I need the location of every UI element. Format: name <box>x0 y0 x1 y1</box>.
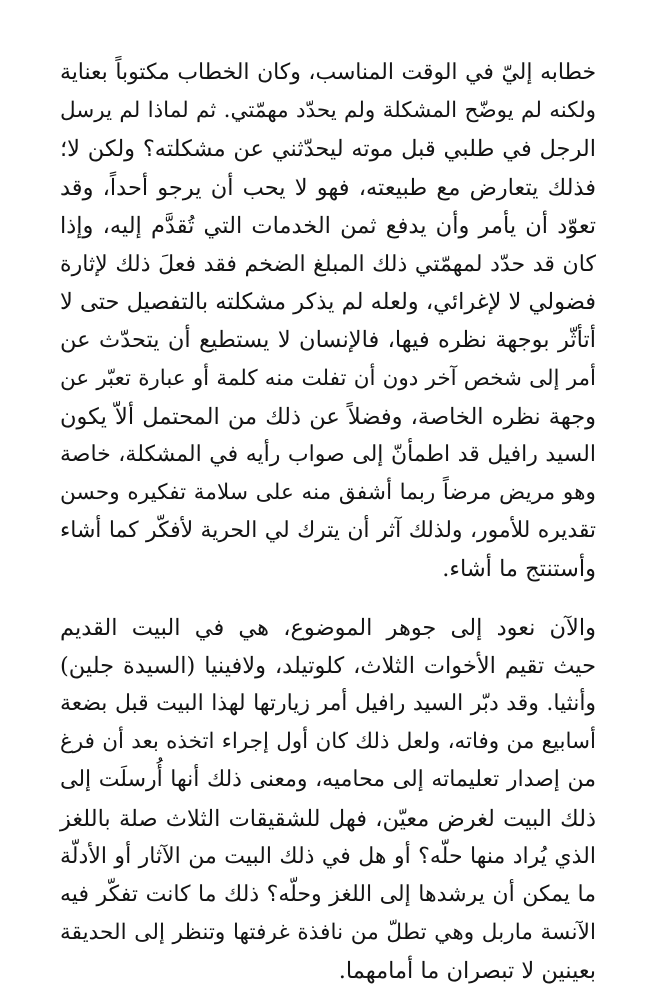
text-line: خطابه إليّ في الوقت المناسب، وكان الخطاب مكتوباً بعناية <box>60 60 596 85</box>
text-line: أمر إلى شخص آخر دون أن تفلت منه كلمة أو عبارة تعبّر عن <box>60 365 596 391</box>
text-line: أسابيع من وفاته، ولعل ذلك كان أول إجراء اتخذه بعد أن فرغ <box>60 729 596 755</box>
text-line: والآن نعود إلى جوهر الموضوع، هي في البيت القديم <box>60 614 596 641</box>
text-line: أتأثّر بوجهة نظره فيها، فالإنسان لا يستطيع أن يتحدّث عن <box>60 327 596 354</box>
paragraph-spacer <box>60 589 596 609</box>
text-line: كان قد حدّد لمهمّتي ذلك المبلغ الضخم فقد فعلَ ذلك لإثارة <box>60 250 596 277</box>
text-line: فذلك يتعارض مع طبيعته، فهو لا يحب أن يرجو أحداً، وقد <box>60 174 596 201</box>
text-line: وأستنتج ما أشاء. <box>442 556 596 583</box>
text-line: وأنثيا. وقد دبّر السيد رافيل أمر زيارتها لهذا البيت قبل بضعة <box>60 691 596 716</box>
text-line: الذي يُراد منها حلّه؟ أو هل في ذلك البيت من الآثار أو الأدلّة <box>60 843 596 869</box>
text-line: تعوّد أن يأمر وأن يدفع ثمن الخدمات التي تُقدَّم إليه، وإذا <box>60 212 596 239</box>
text-line: تقديره للأمور، ولذلك آثر أن يترك لي الحرية لأفكّر كما أشاء <box>60 518 596 544</box>
text-line: من إصدار تعليماته إلى محاميه، ومعنى ذلك أنها أُرسلَت إلى <box>60 767 596 793</box>
text-line: وجهة نظره الخاصة، وفضلاً عن ذلك من المحتمل ألاّ يكون <box>60 403 596 430</box>
text-line: الرجل في طلبي قبل موته ليحدّثني عن مشكلته؟ ولكن لا؛ <box>60 136 596 163</box>
text-line: فضولي لا لإغرائي، ولعله لم يذكر مشكلته بالتفصيل حتى لا <box>60 289 596 316</box>
paragraph-2 <box>60 609 596 991</box>
paragraph-1 <box>60 54 596 589</box>
text-line: الآنسة ماربل وهي تطلّ من نافذة غرفتها وتنظر إلى الحديقة <box>60 920 596 946</box>
text-line: حيث تقيم الأخوات الثلاث، كلوتيلد، ولافينيا (السيدة جلين) <box>60 652 596 679</box>
text-line: ولكنه لم يوضّح المشكلة ولم يحدّد مهمّتي. ثم لماذا لم يرسل <box>60 98 596 124</box>
text-line: بعينين لا تبصران ما أمامهما. <box>338 958 596 985</box>
text-line: وهو مريض مرضاً ربما أشفق منه على سلامة تفكيره وحسن <box>60 480 596 506</box>
book-page <box>60 54 596 991</box>
text-line: ما يمكن أن يرشدها إلى اللغز وحلّه؟ ذلك ما كانت تفكّر فيه <box>60 881 596 907</box>
text-line: السيد رافيل قد اطمأنّ إلى صواب رأيه في المشكلة، خاصة <box>60 441 596 467</box>
text-line: ذلك البيت لغرض معيّن، فهل للشقيقات الثلاث صلة باللغز <box>60 805 596 832</box>
